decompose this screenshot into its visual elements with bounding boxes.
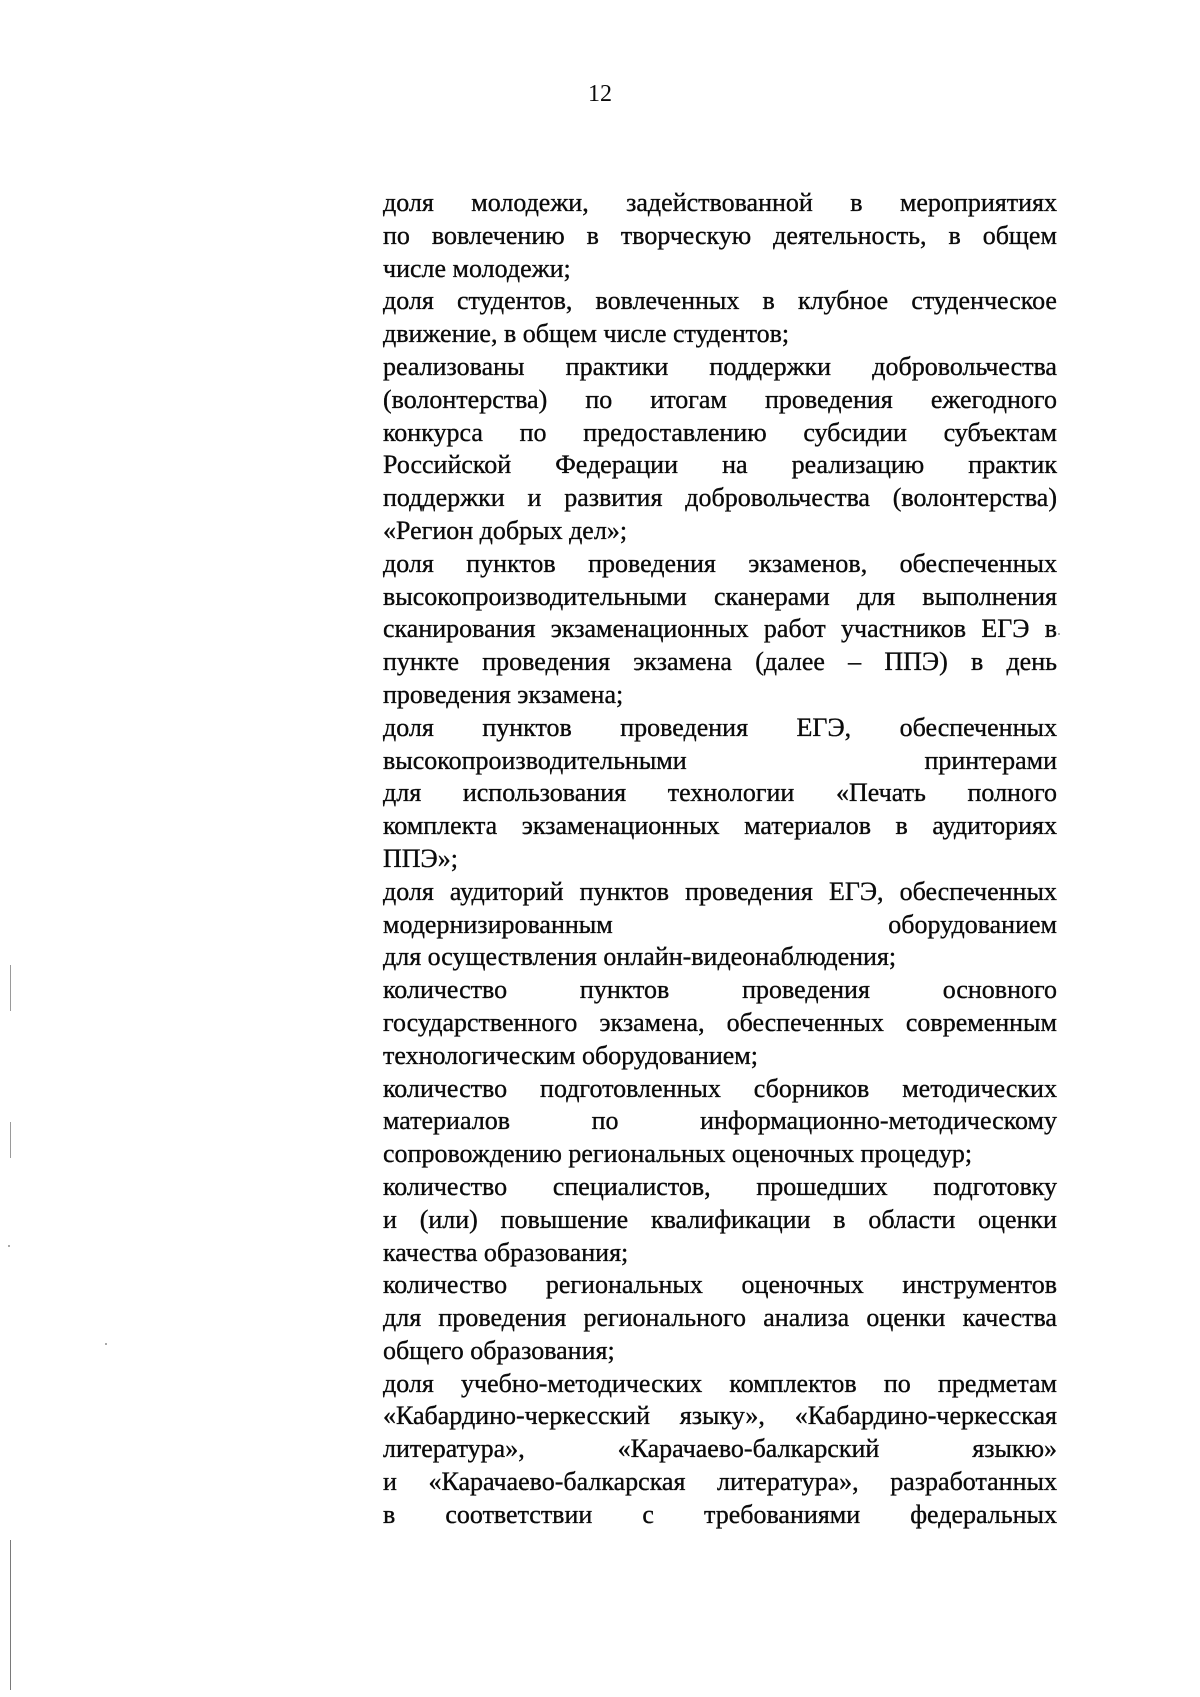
text-line: технологическим оборудованием;	[383, 1040, 758, 1070]
page-number: 12	[588, 81, 612, 107]
text-line: (волонтерства) по итогам проведения ежегодного	[383, 384, 1057, 414]
text-line: материалов по информационно-методическому	[383, 1106, 1057, 1136]
scan-artifact	[10, 1122, 11, 1158]
text-line: доля пунктов проведения ЕГЭ, обеспеченных	[383, 712, 1057, 742]
text-line: количество специалистов, прошедших подготовку	[383, 1171, 1057, 1201]
text-line: комплекта экзаменационных материалов в аудиториях	[383, 811, 1057, 841]
text-line: доля учебно-методических комплектов по предметам	[383, 1368, 1057, 1398]
text-line: доля аудиторий пунктов проведения ЕГЭ, обеспеченных	[383, 876, 1057, 906]
text-line: числе молодежи;	[383, 253, 571, 283]
text-line: модернизированным оборудованием	[383, 909, 1057, 939]
text-line: ППЭ»;	[383, 843, 458, 873]
text-line: государственного экзамена, обеспеченных современным	[383, 1007, 1057, 1037]
text-line: для использования технологии «Печать полного	[383, 778, 1057, 808]
scan-artifact	[10, 965, 11, 1011]
scan-artifact	[1058, 633, 1060, 635]
text-line: высокопроизводительными принтерами	[383, 745, 1057, 775]
text-line: для осуществления онлайн-видеонаблюдения;	[383, 942, 897, 972]
scan-artifact	[105, 1343, 107, 1345]
text-line: «Регион добрых дел»;	[383, 515, 628, 545]
text-line: поддержки и развития добровольчества (волонтерства)	[383, 483, 1057, 513]
text-line: количество пунктов проведения основного	[383, 975, 1057, 1005]
text-line: для проведения регионального анализа оценки качества	[383, 1303, 1057, 1333]
text-line: сопровождению региональных оценочных процедур;	[383, 1139, 973, 1169]
text-line: литература», «Карачаево-балкарский языкю»	[383, 1434, 1057, 1464]
text-line: высокопроизводительными сканерами для выполнения	[383, 581, 1057, 611]
text-line: в соответствии с требованиями федеральных	[383, 1499, 1057, 1529]
text-line: доля пунктов проведения экзаменов, обеспеченных	[383, 548, 1057, 578]
text-line: по вовлечению в творческую деятельность, в общем	[383, 220, 1057, 250]
text-line: «Кабардино-черкесский языку», «Кабардино-черкесская	[383, 1401, 1057, 1431]
document-body-text	[383, 187, 1057, 1532]
text-line: доля молодежи, задействованной в мероприятиях	[383, 188, 1057, 217]
text-line: и «Карачаево-балкарская литература», разработанных	[383, 1467, 1057, 1497]
text-line: реализованы практики поддержки добровольчества	[383, 351, 1057, 381]
text-line: общего образования;	[383, 1335, 615, 1365]
text-line: количество региональных оценочных инструментов	[383, 1270, 1057, 1300]
scan-artifact	[10, 1540, 11, 1690]
text-line: доля студентов, вовлеченных в клубное студенческое	[383, 286, 1057, 316]
text-line: сканирования экзаменационных работ участников ЕГЭ в	[383, 614, 1057, 644]
scan-artifact	[8, 1245, 10, 1247]
text-line: пункте проведения экзамена (далее – ППЭ) в день	[383, 647, 1057, 677]
text-line: проведения экзамена;	[383, 679, 624, 709]
text-line: Российской Федерации на реализацию практик	[383, 450, 1057, 480]
text-line: качества образования;	[383, 1237, 629, 1267]
text-line: конкурса по предоставлению субсидии субъектам	[383, 417, 1057, 447]
text-line: количество подготовленных сборников методических	[383, 1073, 1057, 1103]
text-line: движение, в общем числе студентов;	[383, 319, 790, 349]
text-line: и (или) повышение квалификации в области оценки	[383, 1204, 1057, 1234]
